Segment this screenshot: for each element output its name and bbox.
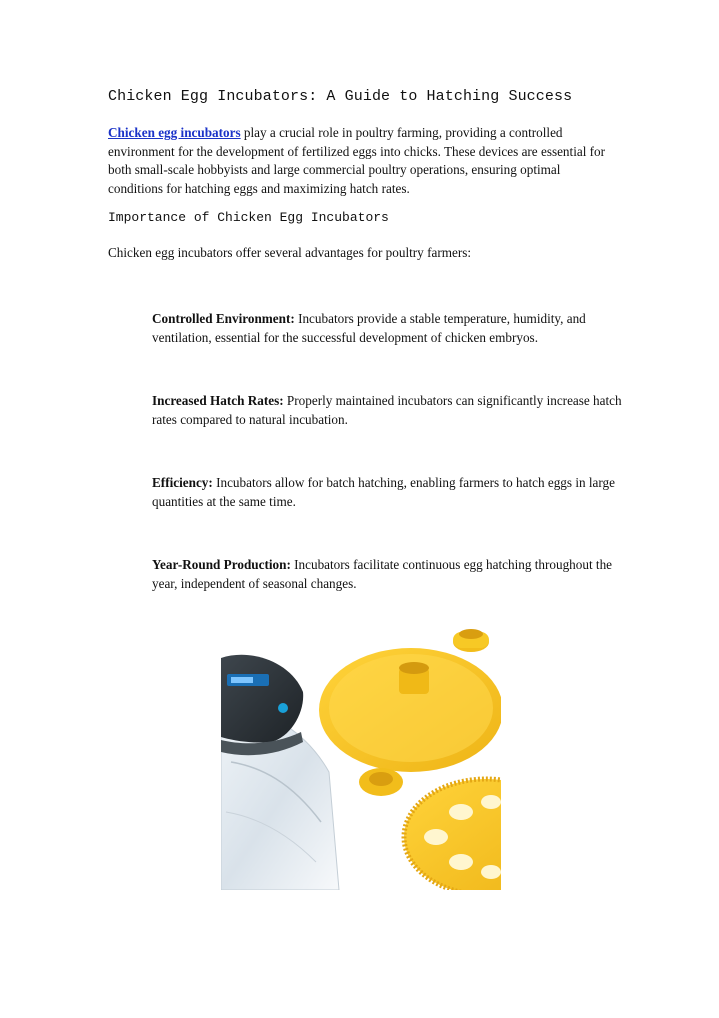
item-text: Incubators facilitate continuous egg hatching throughout the year, independent of seasonal changes. <box>152 557 613 591</box>
intro-text: play a crucial role in poultry farming, providing a controlled environment for the development of fertilized eggs into chicks. These devices are essential for both small-scale hobbyists and large commercial poultry operations, ensuring optimal conditions for hatching eggs and maximizing hatch rates. <box>108 125 606 196</box>
lead-paragraph: Chicken egg incubators offer several advantages for poultry farmers: <box>108 245 472 260</box>
list-item <box>152 556 622 593</box>
incubators-link[interactable]: Chicken egg incubators <box>108 125 241 140</box>
item-label: Controlled Environment: <box>152 311 295 326</box>
intro-paragraph <box>108 124 618 198</box>
incubator-photo <box>221 622 501 890</box>
list-item <box>152 392 622 429</box>
section-heading: Importance of Chicken Egg Incubators <box>108 210 389 225</box>
list-item <box>152 474 622 511</box>
document-title: Chicken Egg Incubators: A Guide to Hatching Success <box>108 88 573 105</box>
item-label: Efficiency: <box>152 475 213 490</box>
item-label: Year-Round Production: <box>152 557 291 572</box>
item-text: Properly maintained incubators can significantly increase hatch rates compared to natural incubation. <box>152 393 622 427</box>
item-text: Incubators allow for batch hatching, enabling farmers to hatch eggs in large quantities at the same time. <box>152 475 616 509</box>
item-text: Incubators provide a stable temperature, humidity, and ventilation, essential for the successful development of chicken embryos. <box>152 311 586 345</box>
item-label: Increased Hatch Rates: <box>152 393 284 408</box>
incubator-illustration <box>221 622 501 890</box>
list-item <box>152 310 622 347</box>
